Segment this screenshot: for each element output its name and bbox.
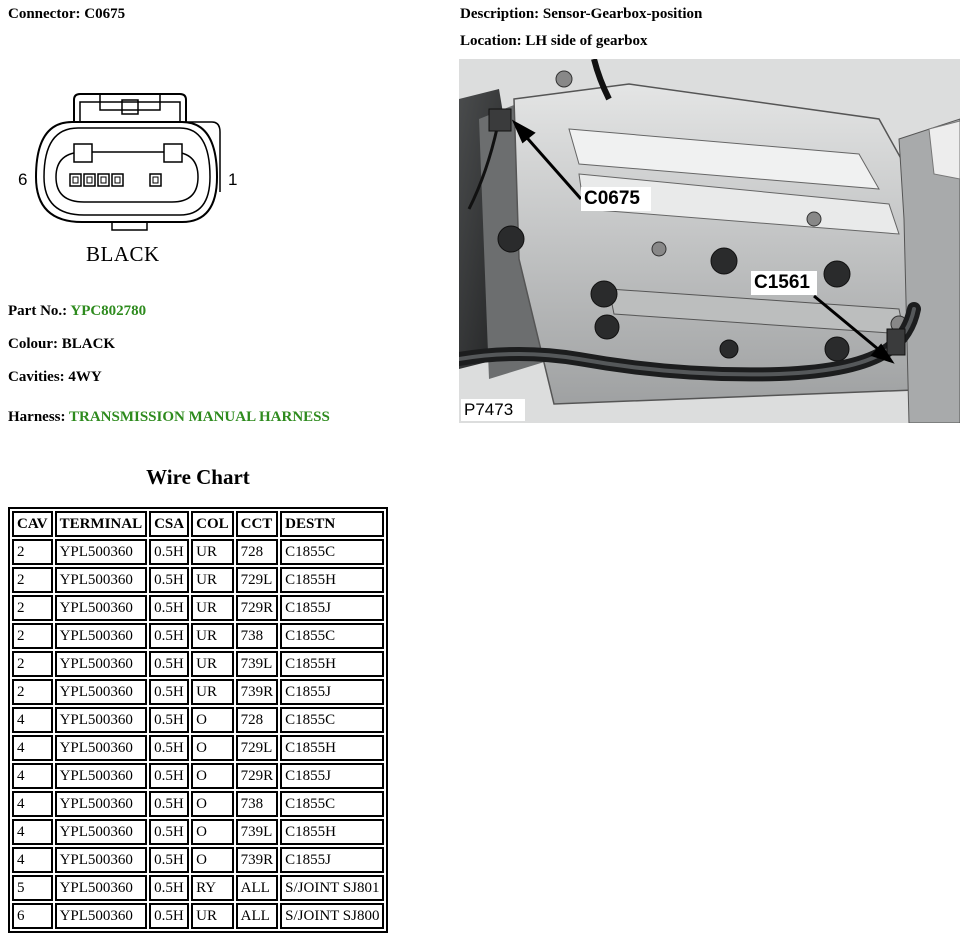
cell-destn: C1855H xyxy=(280,735,384,761)
description-label: Description: xyxy=(460,6,540,22)
cell-col: O xyxy=(191,763,234,789)
cell-cct: 739L xyxy=(236,819,279,845)
cavities-value: 4WY xyxy=(68,369,102,385)
cell-destn: C1855C xyxy=(280,539,384,565)
table-row xyxy=(12,567,384,593)
cell-cav: 4 xyxy=(12,819,53,845)
cell-col: UR xyxy=(191,623,234,649)
connector-face-diagram xyxy=(12,82,247,267)
cell-destn: C1855J xyxy=(280,679,384,705)
table-row xyxy=(12,763,384,789)
connector-label: Connector: xyxy=(8,6,81,22)
cell-cav: 2 xyxy=(12,567,53,593)
cell-csa: 0.5H xyxy=(149,679,189,705)
cell-col: O xyxy=(191,707,234,733)
cell-cct: ALL xyxy=(236,903,279,929)
cell-terminal: YPL500360 xyxy=(55,651,148,677)
cell-col: UR xyxy=(191,903,234,929)
cell-cct: 728 xyxy=(236,539,279,565)
cell-terminal: YPL500360 xyxy=(55,903,148,929)
cell-destn: S/JOINT SJ800 xyxy=(280,903,384,929)
cell-cav: 2 xyxy=(12,539,53,565)
wire-chart-table xyxy=(8,507,388,933)
wire-chart-body xyxy=(12,539,384,929)
cell-col: UR xyxy=(191,651,234,677)
cell-col: UR xyxy=(191,539,234,565)
cell-destn: C1855C xyxy=(280,707,384,733)
cell-terminal: YPL500360 xyxy=(55,595,148,621)
cell-destn: C1855J xyxy=(280,595,384,621)
colour-value: BLACK xyxy=(61,336,116,352)
part-number-line xyxy=(8,303,146,320)
cell-col: UR xyxy=(191,595,234,621)
cell-col: O xyxy=(191,847,234,873)
table-row xyxy=(12,623,384,649)
cell-terminal: YPL500360 xyxy=(55,819,148,845)
wire-chart-header-row xyxy=(12,511,384,537)
description-line xyxy=(460,6,702,23)
callout-c0675: C0675 xyxy=(584,188,640,209)
colour-line xyxy=(8,336,115,353)
cell-col: UR xyxy=(191,679,234,705)
cell-terminal: YPL500360 xyxy=(55,539,148,565)
cell-cav: 4 xyxy=(12,791,53,817)
table-row xyxy=(12,539,384,565)
wire-chart-title: Wire Chart xyxy=(146,465,250,489)
column-header-csa: CSA xyxy=(149,511,189,537)
cell-terminal: YPL500360 xyxy=(55,679,148,705)
cell-terminal: YPL500360 xyxy=(55,707,148,733)
pin-label-left: 6 xyxy=(18,170,28,189)
cell-destn: C1855H xyxy=(280,819,384,845)
cell-cav: 2 xyxy=(12,651,53,677)
cell-terminal: YPL500360 xyxy=(55,763,148,789)
cell-cct: 729R xyxy=(236,763,279,789)
cell-terminal: YPL500360 xyxy=(55,623,148,649)
cell-csa: 0.5H xyxy=(149,595,189,621)
table-row xyxy=(12,735,384,761)
location-label: Location: xyxy=(460,33,522,49)
column-header-destn: DESTN xyxy=(280,511,384,537)
cell-cct: 739R xyxy=(236,679,279,705)
cell-terminal: YPL500360 xyxy=(55,847,148,873)
cell-cav: 6 xyxy=(12,903,53,929)
part-number-label: Part No.: xyxy=(8,303,68,319)
table-row xyxy=(12,791,384,817)
table-row xyxy=(12,679,384,705)
cell-csa: 0.5H xyxy=(149,819,189,845)
cavities-line xyxy=(8,369,102,386)
cell-terminal: YPL500360 xyxy=(55,875,148,901)
cell-terminal: YPL500360 xyxy=(55,791,148,817)
location-line xyxy=(460,33,648,50)
cell-col: UR xyxy=(191,567,234,593)
cell-cav: 2 xyxy=(12,679,53,705)
table-row xyxy=(12,875,384,901)
gearbox-illustration xyxy=(459,59,960,423)
cell-csa: 0.5H xyxy=(149,539,189,565)
cell-csa: 0.5H xyxy=(149,651,189,677)
cell-destn: S/JOINT SJ801 xyxy=(280,875,384,901)
cell-csa: 0.5H xyxy=(149,623,189,649)
column-header-cav: CAV xyxy=(12,511,53,537)
cell-destn: C1855H xyxy=(280,651,384,677)
part-number-link[interactable]: YPC802780 xyxy=(70,303,147,319)
cell-col: O xyxy=(191,819,234,845)
cavities-label: Cavities: xyxy=(8,369,65,385)
colour-label: Colour: xyxy=(8,336,58,352)
cell-cav: 4 xyxy=(12,735,53,761)
connector-value: C0675 xyxy=(84,6,126,22)
cell-csa: 0.5H xyxy=(149,567,189,593)
cell-csa: 0.5H xyxy=(149,847,189,873)
location-value: LH side of gearbox xyxy=(525,33,648,49)
cell-cav: 4 xyxy=(12,707,53,733)
connector-colour-caption: BLACK xyxy=(86,242,160,266)
cell-cct: ALL xyxy=(236,875,279,901)
cell-terminal: YPL500360 xyxy=(55,735,148,761)
connector-heading xyxy=(8,6,125,23)
photo-reference: P7473 xyxy=(464,400,514,419)
cell-csa: 0.5H xyxy=(149,735,189,761)
table-row xyxy=(12,819,384,845)
description-value: Sensor-Gearbox-position xyxy=(542,6,703,22)
table-row xyxy=(12,651,384,677)
cell-destn: C1855C xyxy=(280,623,384,649)
harness-label: Harness: xyxy=(8,409,66,425)
cell-cct: 729R xyxy=(236,595,279,621)
harness-link[interactable]: TRANSMISSION MANUAL HARNESS xyxy=(68,409,330,425)
cell-cct: 738 xyxy=(236,791,279,817)
cell-destn: C1855C xyxy=(280,791,384,817)
cell-cct: 739R xyxy=(236,847,279,873)
cell-cct: 729L xyxy=(236,735,279,761)
table-row xyxy=(12,707,384,733)
cell-cav: 4 xyxy=(12,763,53,789)
table-row xyxy=(12,903,384,929)
cell-csa: 0.5H xyxy=(149,707,189,733)
cell-cav: 5 xyxy=(12,875,53,901)
harness-line xyxy=(8,409,330,426)
cell-col: RY xyxy=(191,875,234,901)
column-header-col: COL xyxy=(191,511,234,537)
column-header-terminal: TERMINAL xyxy=(55,511,148,537)
connector-outline-icon xyxy=(12,82,247,267)
cell-cct: 738 xyxy=(236,623,279,649)
pin-label-right: 1 xyxy=(228,170,238,189)
cell-cct: 728 xyxy=(236,707,279,733)
cell-destn: C1855J xyxy=(280,763,384,789)
callout-c1561: C1561 xyxy=(754,272,810,293)
cell-csa: 0.5H xyxy=(149,763,189,789)
table-row xyxy=(12,595,384,621)
column-header-cct: CCT xyxy=(236,511,279,537)
cell-cav: 4 xyxy=(12,847,53,873)
table-row xyxy=(12,847,384,873)
cell-col: O xyxy=(191,791,234,817)
cell-destn: C1855H xyxy=(280,567,384,593)
cell-cct: 729L xyxy=(236,567,279,593)
cell-csa: 0.5H xyxy=(149,791,189,817)
cell-destn: C1855J xyxy=(280,847,384,873)
cell-csa: 0.5H xyxy=(149,875,189,901)
cell-col: O xyxy=(191,735,234,761)
cell-cct: 739L xyxy=(236,651,279,677)
location-photo xyxy=(459,59,960,423)
cell-cav: 2 xyxy=(12,623,53,649)
cell-cav: 2 xyxy=(12,595,53,621)
cell-terminal: YPL500360 xyxy=(55,567,148,593)
cell-csa: 0.5H xyxy=(149,903,189,929)
